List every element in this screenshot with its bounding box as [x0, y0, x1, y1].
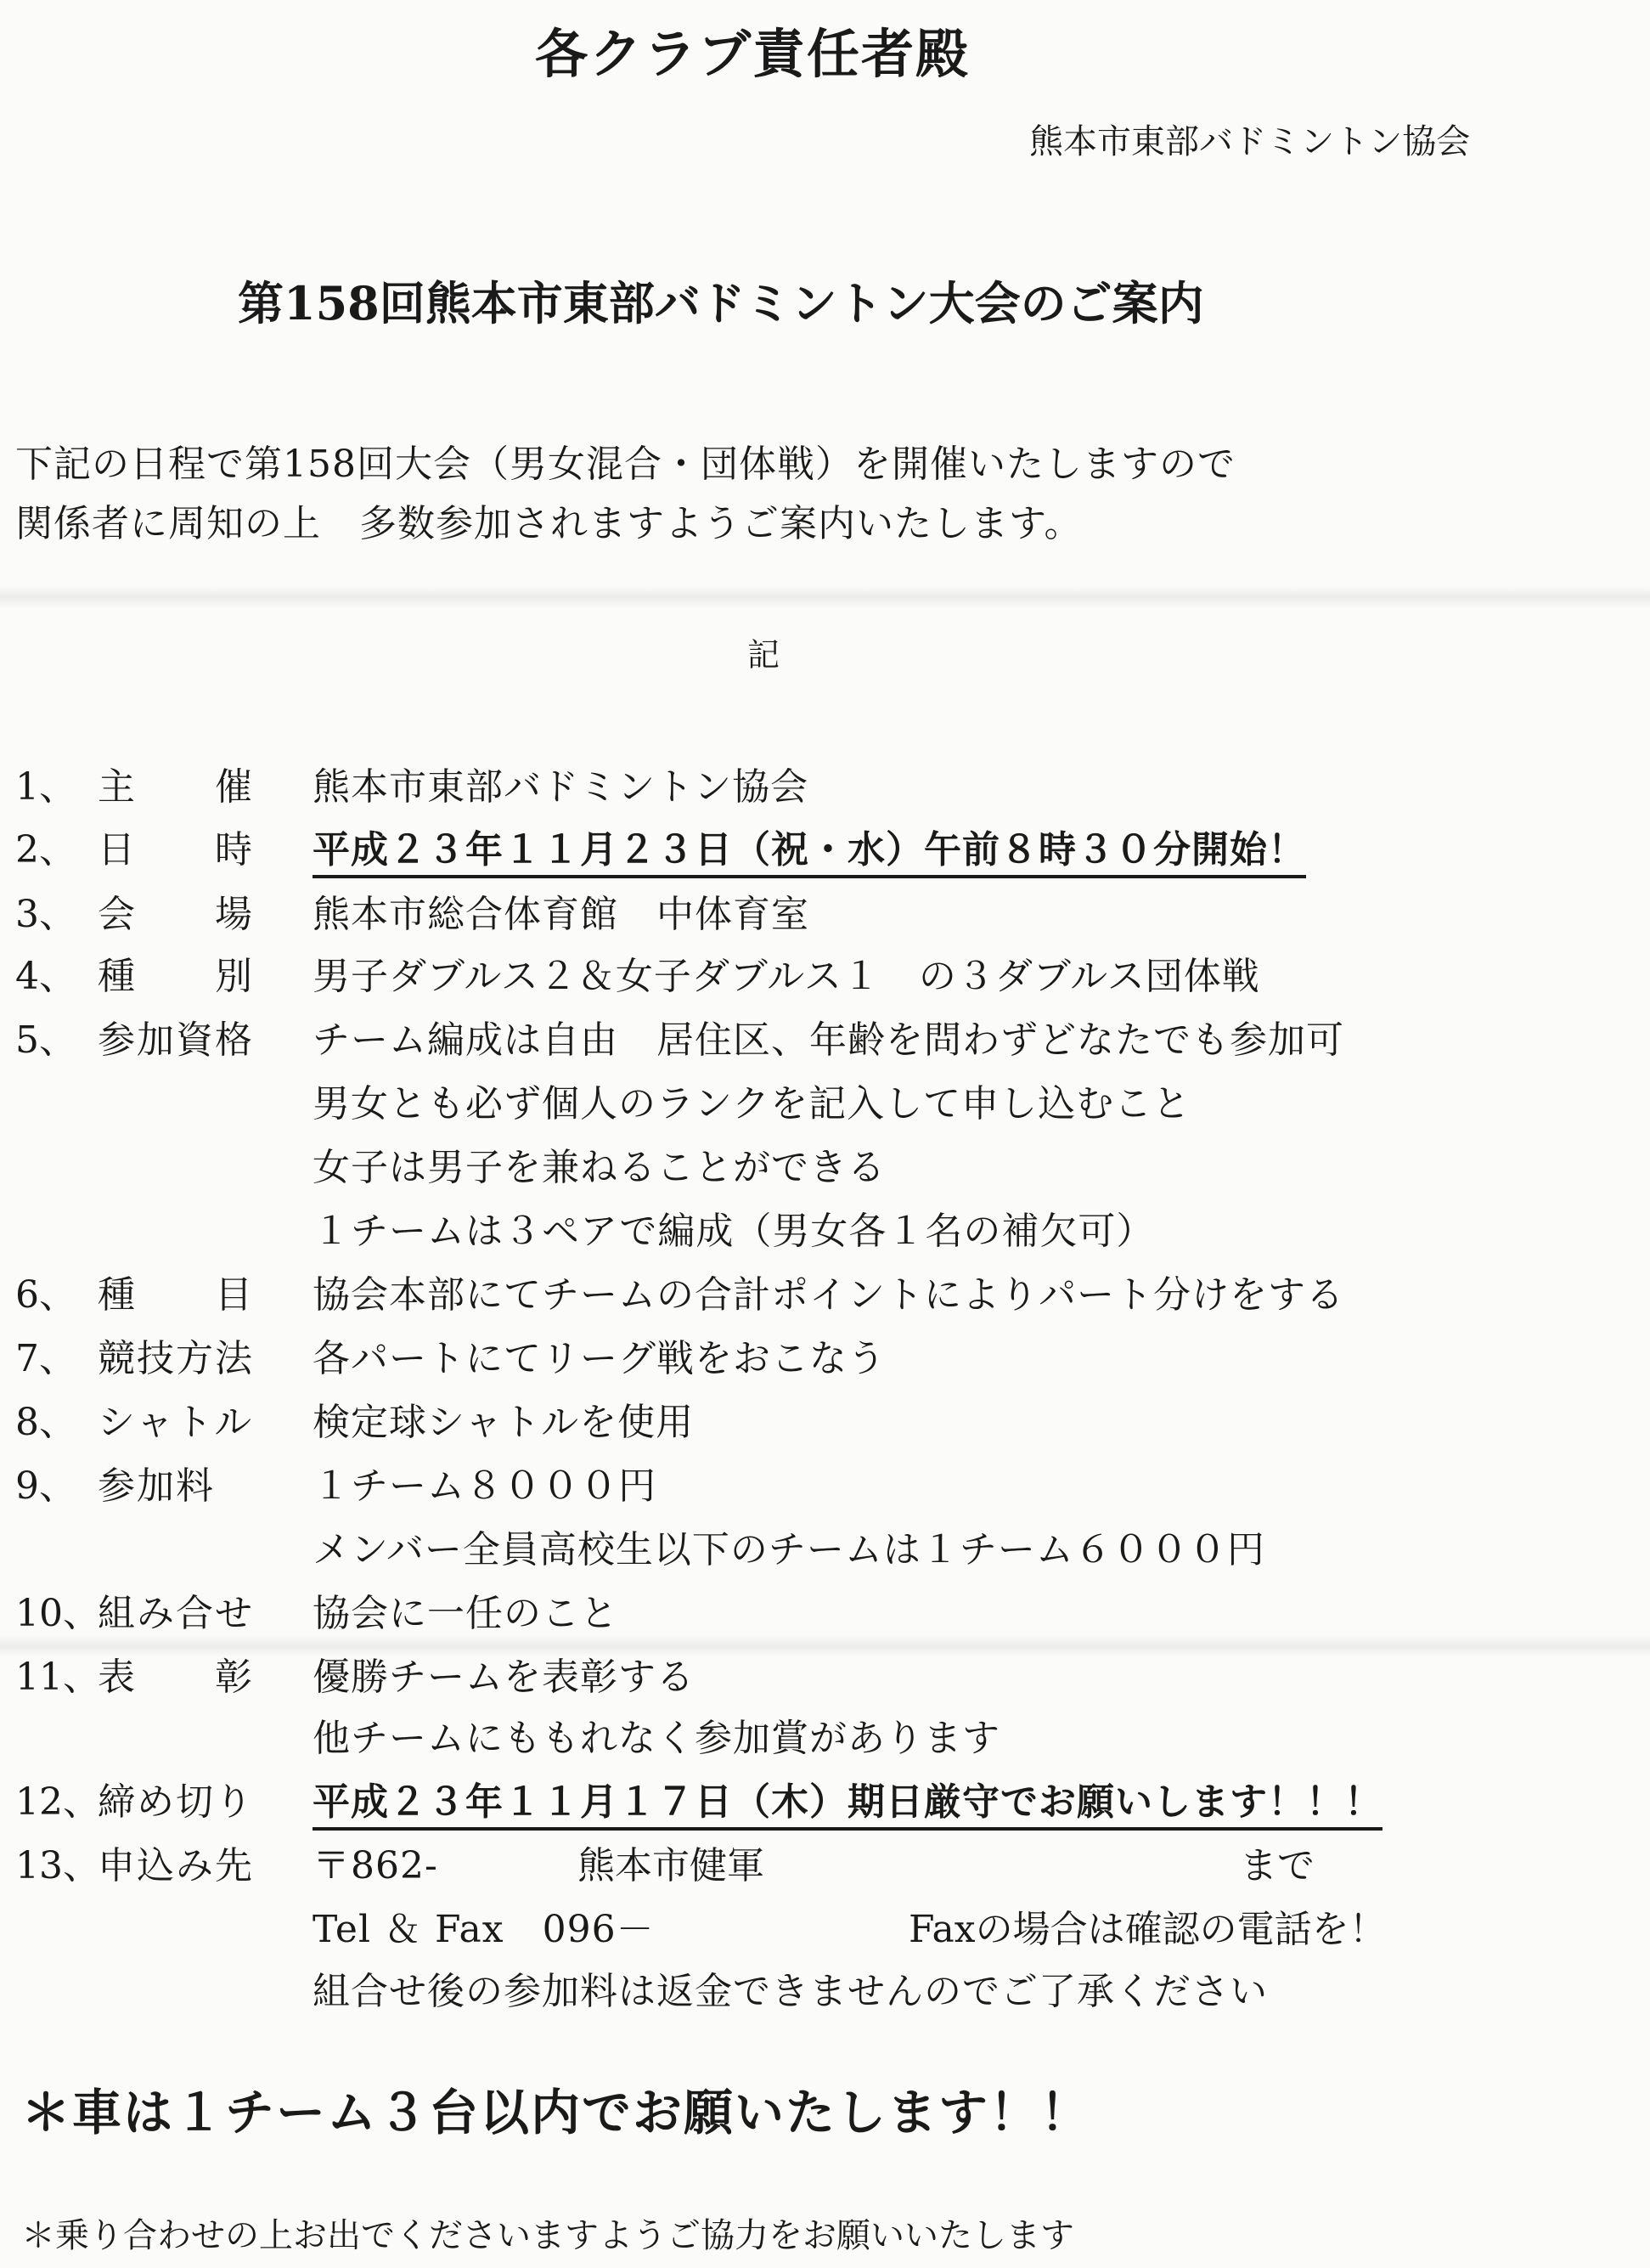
item-label: シャトル [98, 1401, 254, 1444]
item-number: 4、 [15, 955, 76, 998]
item-label: 種 別 [98, 955, 254, 998]
item-value: １チーム８０００円 [313, 1464, 656, 1508]
item-number: 12、 [15, 1780, 100, 1824]
item-value: 熊本市総合体育館 中体育室 [313, 893, 809, 936]
item-label: 日 時 [98, 828, 254, 872]
item-value: 優勝チームを表彰する [313, 1656, 695, 1699]
document-title: 第158回熊本市東部バドミントン大会のご案内 [238, 276, 1204, 330]
item-number: 13、 [15, 1844, 100, 1887]
item-label: 締め切り [98, 1780, 254, 1824]
item-label: 会 場 [98, 893, 254, 936]
item-label: 表 彰 [98, 1656, 254, 1699]
item-value: 女子は男子を兼ねることができる [313, 1146, 886, 1189]
intro-line-1: 下記の日程で第158回大会（男女混合・団体戦）を開催いたしますので [15, 443, 1236, 486]
item-label: 申込み先 [98, 1844, 254, 1887]
item-label: 参加料 [98, 1464, 215, 1508]
item-value: 協会本部にてチームの合計ポイントによりパート分けをする [313, 1273, 1344, 1317]
item-number: 2、 [15, 828, 76, 872]
item-value: 検定球シャトルを使用 [313, 1401, 695, 1444]
addressee-heading: 各クラブ責任者殿 [535, 23, 971, 85]
item-value: １チームは３ペアで編成（男女各１名の補欠可） [313, 1210, 1155, 1253]
item-number: 8、 [15, 1401, 76, 1444]
car-limit-note: ＊車は１チーム３台以内でお願いたします！！ [21, 2084, 1092, 2141]
contact-city: 熊本市健軍 [577, 1844, 764, 1887]
contact-made: まで [1240, 1844, 1315, 1887]
item-value: メンバー全員高校生以下のチームは１チーム６０００円 [313, 1528, 1265, 1571]
item-number: 6、 [15, 1273, 76, 1317]
item-value: チーム編成は自由 居住区、年齢を問わずどなたでも参加可 [313, 1018, 1344, 1062]
item-value: 男女とも必ず個人のランクを記入して申し込むこと [313, 1082, 1191, 1126]
item-number: 1、 [15, 765, 76, 809]
ki-marker: 記 [747, 636, 780, 674]
item-value: 男子ダブルス２＆女子ダブルス１ の３ダブルス団体戦 [313, 955, 1260, 998]
item-label: 競技方法 [98, 1337, 254, 1380]
item-value: 組合せ後の参加料は返金できませんのでご了承ください [313, 1970, 1268, 2013]
item-number: 9、 [15, 1464, 76, 1508]
item-number: 11、 [15, 1656, 100, 1699]
postal-code: 〒862- [313, 1844, 438, 1887]
item-value-underlined: 平成２３年１１月２３日（祝・水）午前８時３０分開始！ [313, 819, 1306, 878]
item-number: 3、 [15, 893, 76, 936]
paper-fold [0, 586, 1650, 608]
item-number: 10、 [15, 1592, 100, 1635]
item-label: 参加資格 [98, 1018, 254, 1062]
item-label: 主 催 [98, 765, 254, 809]
item-value: 熊本市東部バドミントン協会 [313, 765, 809, 809]
intro-line-2: 関係者に周知の上 多数参加されますようご案内いたします。 [15, 502, 1083, 545]
item-value: 他チームにももれなく参加賞があります [313, 1717, 1000, 1760]
item-value-underlined: 平成２３年１１月１７日（木）期日厳守でお願いします！！！ [313, 1771, 1383, 1831]
tel-fax: Tel ＆ Fax 096－ [313, 1908, 655, 1951]
fax-note: Faxの場合は確認の電話を！ [909, 1908, 1387, 1951]
item-number: 7、 [15, 1337, 76, 1380]
item-label: 組み合せ [98, 1592, 254, 1635]
carpool-note: ＊乗り合わせの上お出でくださいますようご協力をお願いいたします [21, 2216, 1074, 2255]
sender-name: 熊本市東部バドミントン協会 [1029, 122, 1471, 161]
item-number: 5、 [15, 1018, 76, 1062]
item-value: 協会に一任のこと [313, 1592, 618, 1635]
item-value: 各パートにてリーグ戦をおこなう [313, 1337, 886, 1380]
item-label: 種 目 [98, 1273, 254, 1317]
